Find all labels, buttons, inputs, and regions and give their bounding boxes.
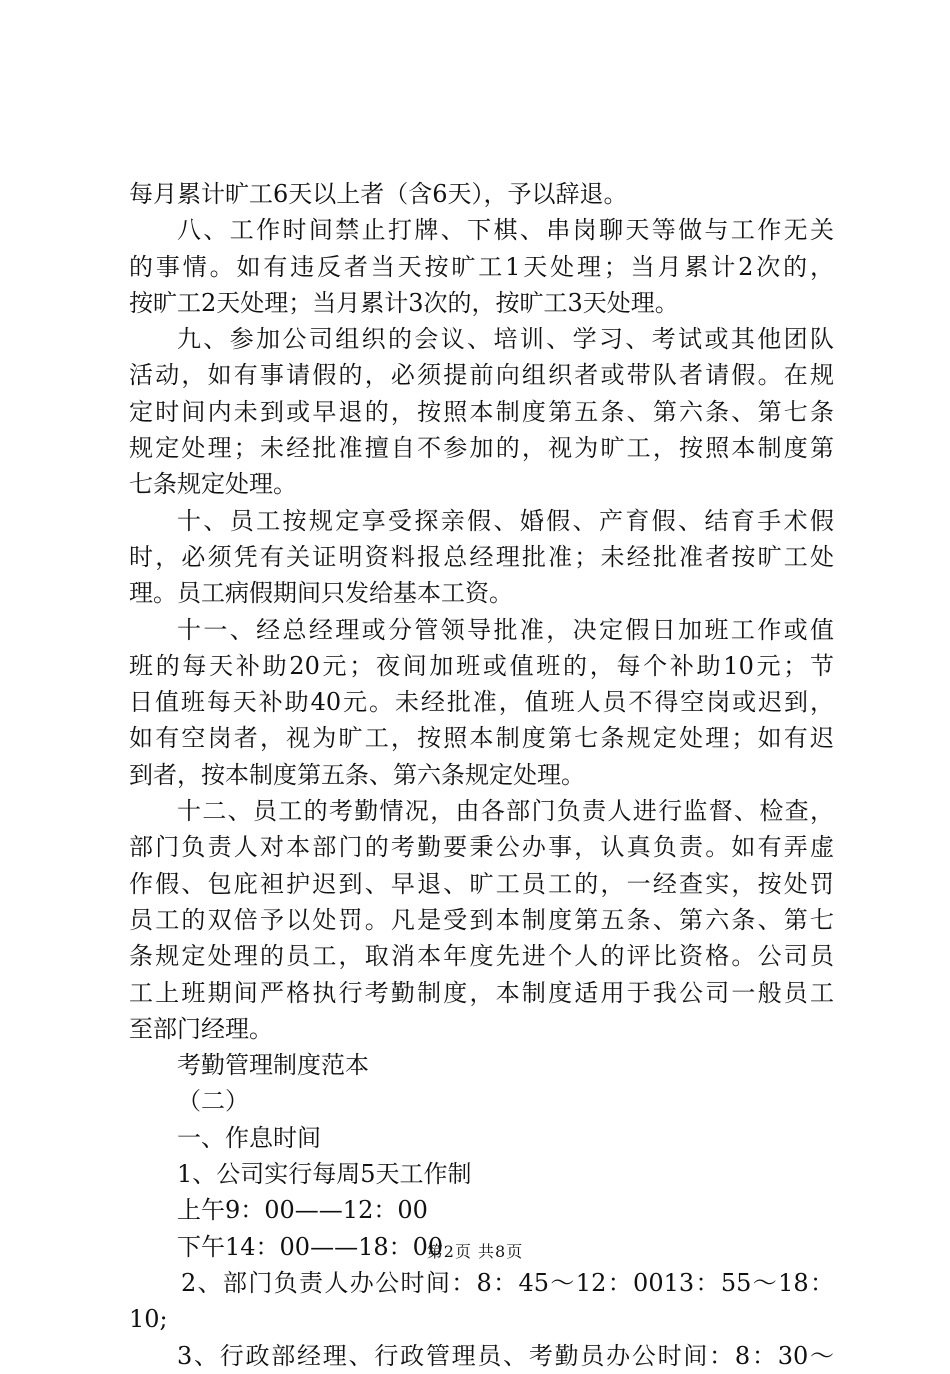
text-line: 员工的双倍予以处罚。凡是受到本制度第五条、第六条、第七 <box>129 905 834 934</box>
text-line: 时，必须凭有关证明资料报总经理批准；未经批准者按旷工处 <box>129 542 834 571</box>
text-line: 到者，按本制度第五条、第六条规定处理。 <box>129 760 585 789</box>
text-line: 日值班每天补助40元。未经批准，值班人员不得空岗或迟到， <box>129 688 834 717</box>
text-line: 活动，如有事请假的，必须提前向组织者或带队者请假。在规 <box>129 361 834 390</box>
text-line: 十二、员工的考勤情况，由各部门负责人进行监督、检查， <box>177 797 834 826</box>
text-line: 定时间内未到或早退的，按照本制度第五条、第六条、第七条 <box>129 397 834 426</box>
text-line: 八、工作时间禁止打牌、下棋、串岗聊天等做与工作无关 <box>177 216 834 245</box>
text-line: 规定处理；未经批准擅自不参加的，视为旷工，按照本制度第 <box>129 434 834 463</box>
text-line: 每月累计旷工6天以上者（含6天），予以辞退。 <box>129 180 628 208</box>
text-line: 十一、经总经理或分管领导批准，决定假日加班工作或值 <box>177 615 834 644</box>
text-line: 至部门经理。 <box>129 1014 273 1043</box>
document-body <box>129 176 834 1374</box>
text-line: 工上班期间严格执行考勤制度，本制度适用于我公司一般员工 <box>129 978 834 1007</box>
text-line: 七条规定处理。 <box>129 470 297 499</box>
section-subtitle: （二） <box>177 1087 249 1116</box>
text-line: 下午14：00——18：00 <box>177 1232 444 1261</box>
text-line: 如有空岗者，视为旷工，按照本制度第七条规定处理；如有迟 <box>129 724 834 753</box>
text-line: 班的每天补助20元；夜间加班或值班的，每个补助10元；节 <box>129 651 834 680</box>
text-line: 部门负责人对本部门的考勤要秉公办事，认真负责。如有弄虚 <box>129 833 834 862</box>
text-line: 的事情。如有违反者当天按旷工1天处理；当月累计2次的， <box>129 252 834 281</box>
text-line: 3、行政部经理、行政管理员、考勤员办公时间：8：30～ <box>177 1341 834 1370</box>
text-line: 作假、包庇袒护迟到、早退、旷工员工的，一经查实，按处罚 <box>129 869 834 898</box>
page-footer: 第2页 共8页 <box>426 1242 524 1261</box>
text-line: 按旷工2天处理；当月累计3次的，按旷工3天处理。 <box>129 288 679 317</box>
text-line: 九、参加公司组织的会议、培训、学习、考试或其他团队 <box>177 325 834 354</box>
text-line: 10; <box>129 1305 168 1334</box>
section-title: 考勤管理制度范本 <box>177 1051 369 1080</box>
text-line: 2、部门负责人办公时间：8：45～12：0013：55～18： <box>181 1268 834 1297</box>
text-line: 1、公司实行每周5天工作制 <box>177 1160 472 1189</box>
text-line: 十、员工按规定享受探亲假、婚假、产育假、结育手术假 <box>177 506 834 535</box>
text-line: 条规定处理的员工，取消本年度先进个人的评比资格。公司员 <box>129 942 834 971</box>
text-line: 理。员工病假期间只发给基本工资。 <box>129 579 513 608</box>
heading-work-hours: 一、作息时间 <box>177 1123 321 1152</box>
text-line: 上午9：00——12：00 <box>177 1196 428 1225</box>
